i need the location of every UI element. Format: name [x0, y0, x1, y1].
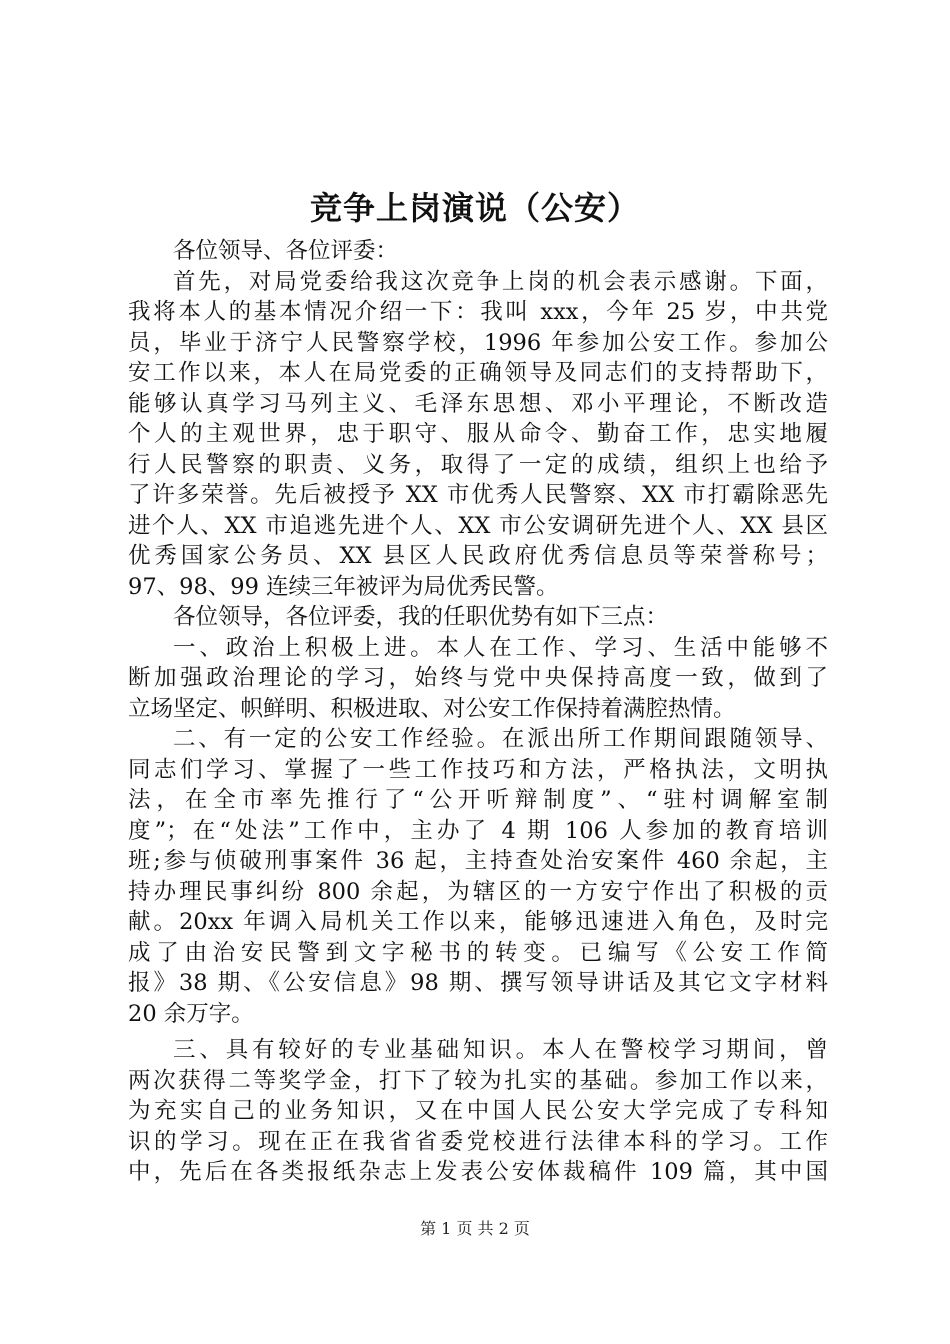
text-line: 二、有一定的公安工作经验。在派出所工作期间跟随领导、 — [173, 726, 828, 752]
text-line: 同志们学习、掌握了一些工作技巧和方法，严格执法，文明执 — [128, 756, 828, 783]
document-body — [128, 236, 828, 1188]
text-line: 员，毕业于济宁人民警察学校，1996 年参加公安工作。参加公 — [128, 329, 828, 356]
text-line: 两次获得二等奖学金，打下了较为扎实的基础。参加工作以来， — [128, 1067, 828, 1094]
text-line: 首先，对局党委给我这次竞争上岗的机会表示感谢。下面， — [173, 268, 828, 295]
text-line: 报》38 期、《公安信息》98 期、撰写领导讲话及其它文字材料 — [128, 970, 828, 996]
text-line: 断加强政治理论的学习，始终与党中央保持高度一致，做到了 — [128, 665, 828, 691]
page-indicator: 第 1 页 共 2 页 — [420, 1219, 530, 1238]
text-line: 三、具有较好的专业基础知识。本人在警校学习期间，曾 — [173, 1037, 828, 1063]
text-line: 献。20xx 年调入局机关工作以来，能够迅速进入角色，及时完 — [128, 909, 828, 935]
text-line: 20 余万字。 — [128, 1000, 254, 1027]
text-line: 度”；在“处法”工作中，主办了 4 期 106 人参加的教育培训 — [128, 817, 828, 844]
text-line: 中，先后在各类报纸杂志上发表公安体裁稿件 109 篇，其中国 — [128, 1159, 828, 1185]
text-line: 持办理民事纠纷 800 余起，为辖区的一方安宁作出了积极的贡 — [128, 878, 828, 905]
text-line: 安工作以来，本人在局党委的正确领导及同志们的支持帮助下， — [128, 360, 828, 386]
text-line: 能够认真学习马列主义、毛泽东思想、邓小平理论，不断改造 — [128, 390, 828, 417]
text-line: 我将本人的基本情况介绍一下：我叫 xxx，今年 25 岁，中共党 — [128, 299, 828, 325]
text-line: 行人民警察的职责、义务，取得了一定的成绩，组织上也给予 — [128, 451, 828, 478]
text-line: 为充实自己的业务知识，又在中国人民公安大学完成了专科知 — [128, 1098, 828, 1124]
text-line: 个人的主观世界，忠于职守、服从命令、勤奋工作，忠实地履 — [128, 421, 828, 447]
text-line: 立场坚定、帜鲜明、积极进取、对公安工作保持着满腔热情。 — [128, 695, 736, 722]
text-line: 优秀国家公务员、XX 县区人民政府优秀信息员等荣誉称号； — [128, 543, 828, 569]
text-line: 各位领导，各位评委，我的任职优势有如下三点： — [173, 604, 669, 630]
text-line: 法，在全市率先推行了“公开听辩制度”、“驻村调解室制 — [128, 787, 828, 813]
text-line: 识的学习。现在正在我省省委党校进行法律本科的学习。工作 — [128, 1128, 828, 1155]
document-title: 竞争上岗演说（公安） — [309, 189, 640, 227]
text-line: 97、98、99 连续三年被评为局优秀民警。 — [128, 573, 559, 600]
text-line: 一、政治上积极上进。本人在工作、学习、生活中能够不 — [173, 634, 828, 661]
text-line: 进个人、XX 市追逃先进个人、XX 市公安调研先进个人、XX 县区 — [128, 512, 828, 539]
text-line: 了许多荣誉。先后被授予 XX 市优秀人民警察、XX 市打霸除恶先 — [128, 482, 828, 508]
text-line: 班;参与侦破刑事案件 36 起，主持查处治安案件 460 余起，主 — [128, 848, 828, 874]
text-line: 成了由治安民警到文字秘书的转变。已编写《公安工作简 — [128, 939, 828, 966]
text-line: 各位领导、各位评委： — [173, 238, 399, 264]
